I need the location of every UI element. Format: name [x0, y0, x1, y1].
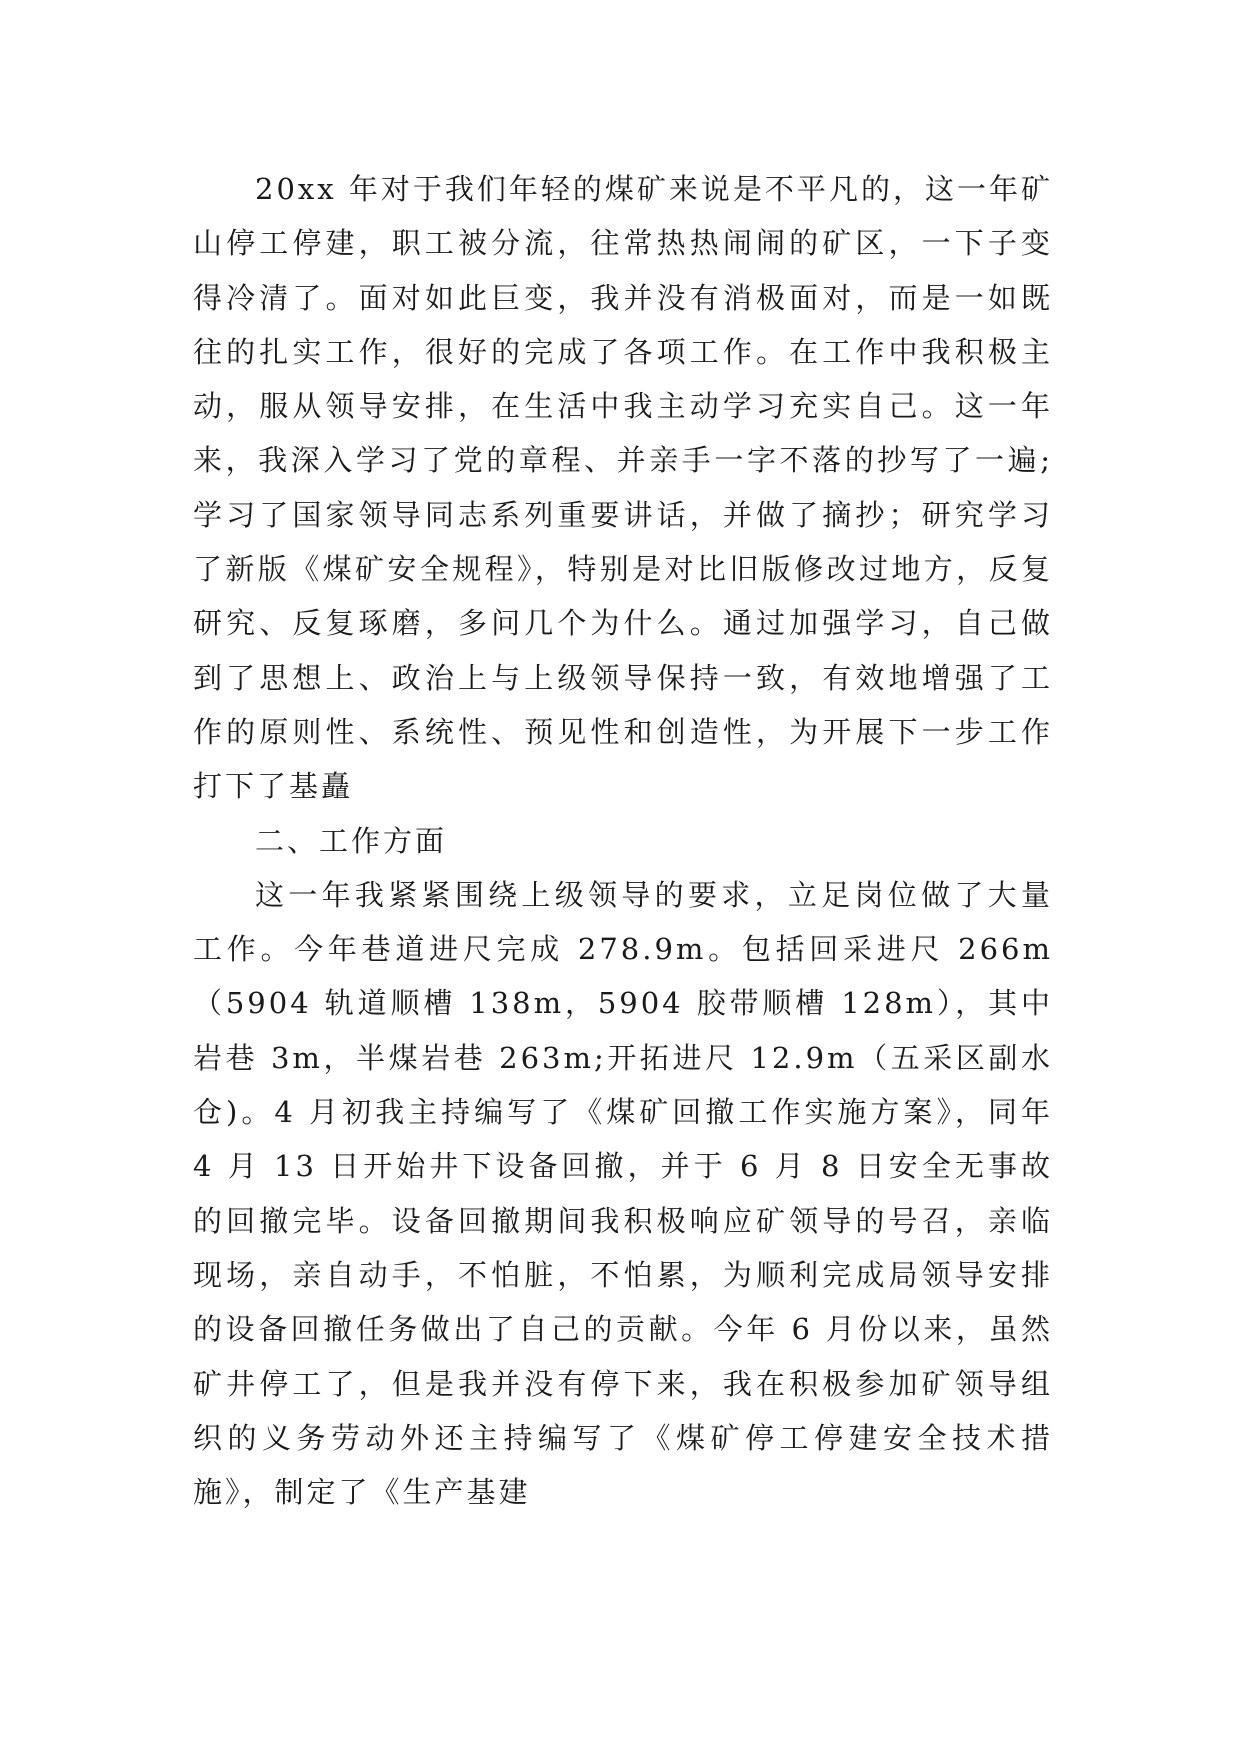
paragraph-study: 20xx 年对于我们年轻的煤矿来说是不平凡的，这一年矿山停工停建，职工被分流，往常热热闹闹的矿区，一下子变得冷清了。面对如此巨变，我并没有消极面对，而是一如既往的扎实工作，很好的完成了各项工作。在工作中我积极主动，服从领导安排，在生活中我主动学习充实自己。这一年来，我深入学习了党的章程、并亲手一字不落的抄写了一遍;学习了国家领导同志系列重要讲话，并做了摘抄；研究学习了新版《煤矿安全规程》，特别是对比旧版修改过地方，反复研究、反复琢磨，多问几个为什么。通过加强学习，自己做到了思想上、政治上与上级领导保持一致，有效地增强了工作的原则性、系统性、预见性和创造性，为开展下一步工作打下了基矗: [193, 172, 1053, 804]
section-heading-work: 二、工作方面: [255, 823, 448, 858]
document-body: [193, 162, 1053, 1519]
paragraph-work: 这一年我紧紧围绕上级领导的要求，立足岗位做了大量工作。今年巷道进尺完成 278.9m。包括回采进尺 266m（5904 轨道顺槽 138m，5904 胶带顺槽 128m），其中岩巷 3m，半煤岩巷 263m;开拓进尺 12.9m（五采区副水仓)。4 月初我主持编写了《煤矿回撤工作实施方案》，同年 4 月 13 日开始井下设备回撤，并于 6 月 8 日安全无事故的回撤完毕。设备回撤期间我积极响应矿领导的号召，亲临现场，亲自动手，不怕脏，不怕累，为顺利完成局领导安排的设备回撤任务做出了自己的贡献。今年 6 月份以来，虽然矿井停工了，但是我并没有停下来，我在积极参加矿领导组织的义务劳动外还主持编写了《煤矿停工停建安全技术措施》，制定了《生产基建: [193, 877, 1053, 1510]
